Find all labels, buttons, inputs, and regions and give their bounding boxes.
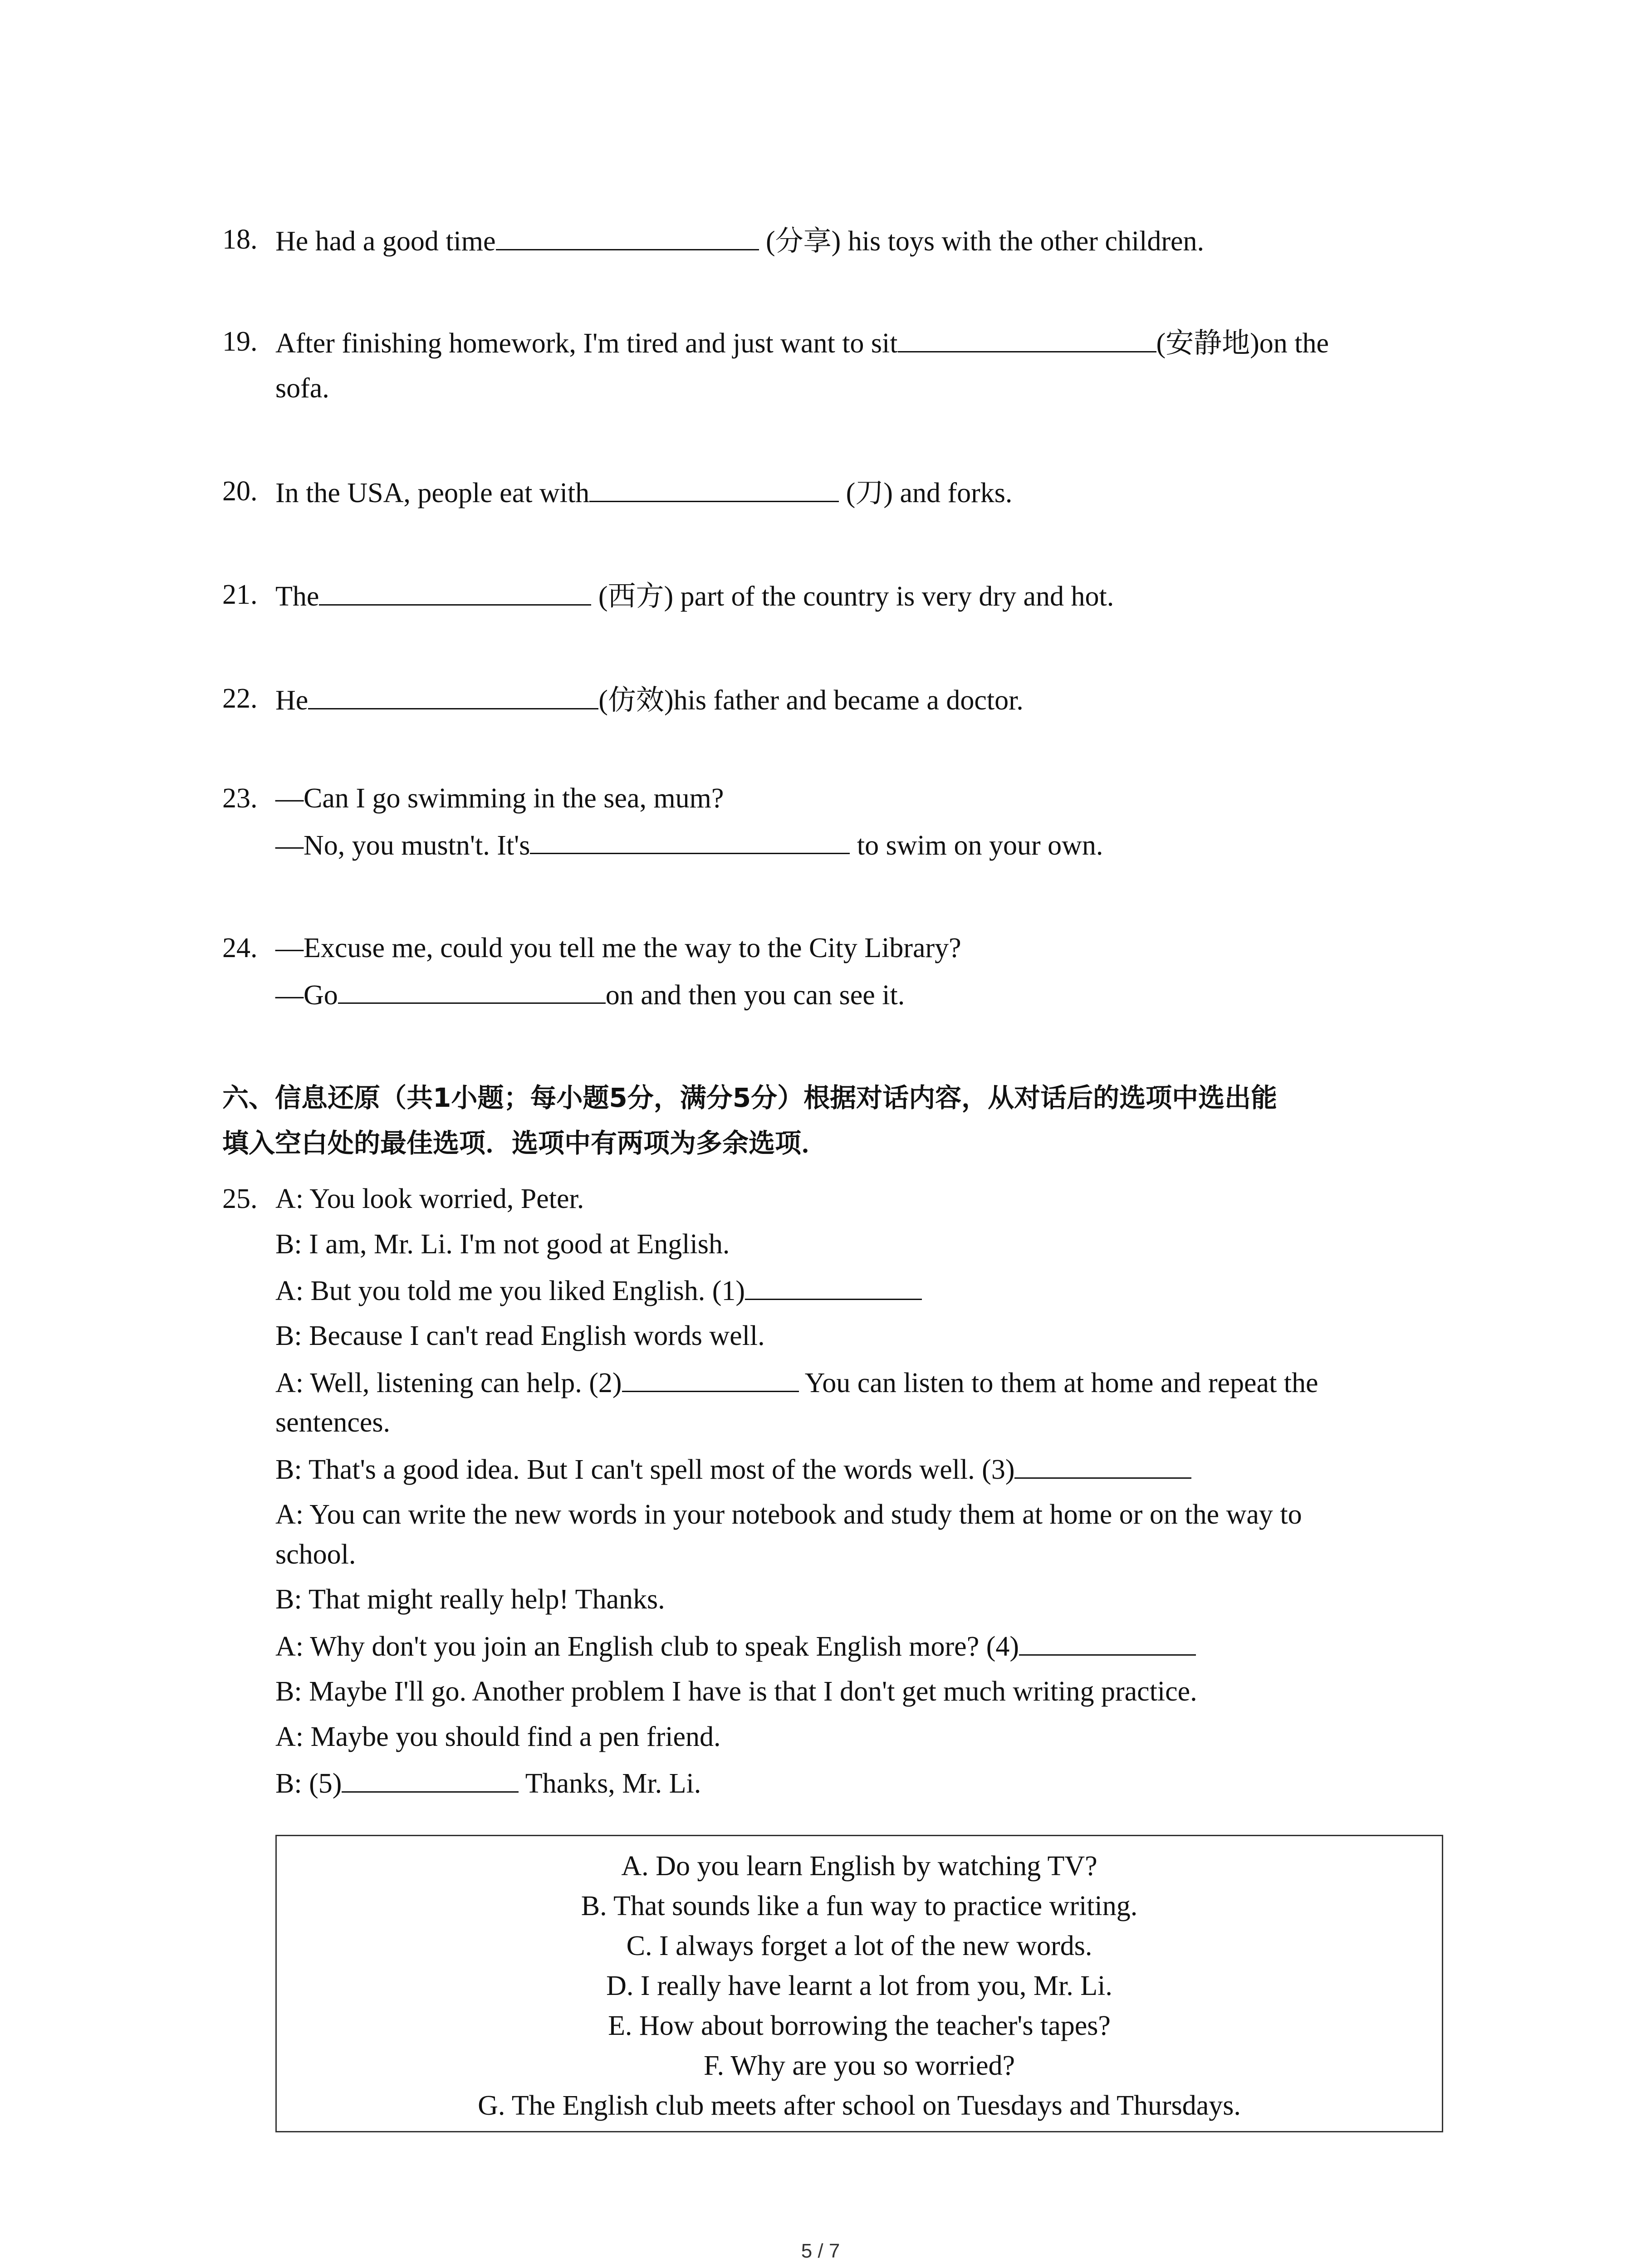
question-21: [222, 577, 1447, 614]
dialogue-line: A: Maybe you should find a pen friend.: [275, 1721, 721, 1752]
question-22: [222, 681, 1447, 718]
dialogue-line: Thanks, Mr. Li.: [519, 1768, 701, 1799]
question-number: 23.: [222, 783, 258, 814]
answer-blank[interactable]: [338, 976, 606, 1004]
question-continuation: sofa.: [275, 373, 329, 404]
option-b: B. That sounds like a fun way to practice writing.: [581, 1891, 1138, 1921]
question-number: 22.: [222, 683, 258, 714]
question-text: (安静地)on the: [1156, 327, 1329, 359]
question-number: 21.: [222, 579, 258, 610]
question-19: [222, 324, 1447, 406]
dialogue-line: A: Why don't you join an English club to speak English more? (4): [275, 1631, 1019, 1662]
question-number: 20.: [222, 476, 258, 507]
answer-blank[interactable]: [319, 577, 591, 606]
answer-blank[interactable]: [496, 222, 759, 250]
section-heading: [222, 1075, 1456, 1166]
dialogue-line: B: Maybe I'll go. Another problem I have is that I don't get much writing practice.: [275, 1676, 1197, 1707]
option-d: D. I really have learnt a lot from you, Mr. Li.: [606, 1970, 1112, 2001]
question-number: 18.: [222, 224, 258, 255]
question-number: 25.: [222, 1183, 258, 1214]
answer-blank[interactable]: [589, 474, 839, 502]
question-25: [222, 1182, 1456, 1811]
question-text: on and then you can see it.: [605, 979, 905, 1011]
dialogue-line: B: I am, Mr. Li. I'm not good at English.: [275, 1228, 730, 1260]
question-text: He: [275, 684, 309, 716]
page-number: 5 / 7: [801, 2240, 840, 2262]
answer-blank-5[interactable]: [342, 1765, 519, 1793]
question-text: (仿效)his father and became a doctor.: [598, 684, 1024, 716]
question-number: 24.: [222, 933, 258, 963]
option-a: A. Do you learn English by watching TV?: [621, 1851, 1097, 1882]
section-instructions-line-1: 六、信息还原（共1小题；每小题5分，满分5分）根据对话内容，从对话后的选项中选出能: [222, 1082, 1278, 1113]
question-text: The: [275, 581, 319, 612]
answer-blank[interactable]: [898, 324, 1156, 352]
question-text: He had a good time: [275, 225, 496, 257]
question-text: —Go: [275, 979, 338, 1011]
option-c: C. I always forget a lot of the new words.: [626, 1931, 1092, 1961]
question-text: (西方) part of the country is very dry and hot.: [591, 581, 1114, 612]
answer-blank-2[interactable]: [622, 1364, 799, 1392]
dialogue-continuation: school.: [275, 1539, 356, 1570]
dialogue-line: You can listen to them at home and repeat the: [798, 1367, 1318, 1398]
dialogue-line: B: That might really help! Thanks.: [275, 1584, 665, 1615]
question-18: [222, 222, 1447, 259]
answer-blank-1[interactable]: [745, 1272, 922, 1300]
question-text: In the USA, people eat with: [275, 477, 590, 508]
question-23: [222, 781, 1447, 863]
answer-blank[interactable]: [308, 681, 598, 709]
question-20: [222, 474, 1447, 511]
dialogue-line: A: But you told me you liked English. (1): [275, 1275, 745, 1306]
option-e: E. How about borrowing the teacher's tapes?: [608, 2010, 1111, 2041]
dialogue-line: A: Well, listening can help. (2): [275, 1367, 622, 1398]
question-text: (刀) and forks.: [839, 477, 1013, 508]
dialogue-line: A: You look worried, Peter.: [275, 1183, 584, 1214]
dialogue-continuation: sentences.: [275, 1407, 391, 1438]
question-number: 19.: [222, 326, 258, 357]
dialogue-line: B: That's a good idea. But I can't spell most of the words well. (3): [275, 1454, 1015, 1485]
dialogue-line: A: You can write the new words in your notebook and study them at home or on the way to: [275, 1499, 1302, 1530]
section-instructions-line-2: 填入空白处的最佳选项．选项中有两项为多余选项．: [222, 1128, 828, 1158]
dialogue-line: —Excuse me, could you tell me the way to the City Library?: [275, 933, 961, 963]
answer-blank[interactable]: [530, 826, 850, 855]
question-24: [222, 931, 1447, 1013]
question-text: After finishing homework, I'm tired and just want to sit: [275, 327, 898, 359]
option-f: F. Why are you so worried?: [703, 2050, 1015, 2081]
option-g: G. The English club meets after school on Tuesdays and Thursdays.: [478, 2090, 1241, 2121]
dialogue-line: —Can I go swimming in the sea, mum?: [275, 783, 724, 814]
dialogue-line: B: Because I can't read English words well.: [275, 1320, 765, 1352]
dialogue-line: B: (5): [275, 1768, 342, 1799]
question-text: (分享) his toys with the other children.: [759, 225, 1205, 257]
question-text: to swim on your own.: [850, 830, 1103, 861]
question-text: —No, you mustn't. It's: [275, 830, 530, 861]
answer-blank-3[interactable]: [1014, 1451, 1191, 1479]
options-box: [275, 1835, 1443, 2132]
answer-blank-4[interactable]: [1019, 1628, 1196, 1656]
